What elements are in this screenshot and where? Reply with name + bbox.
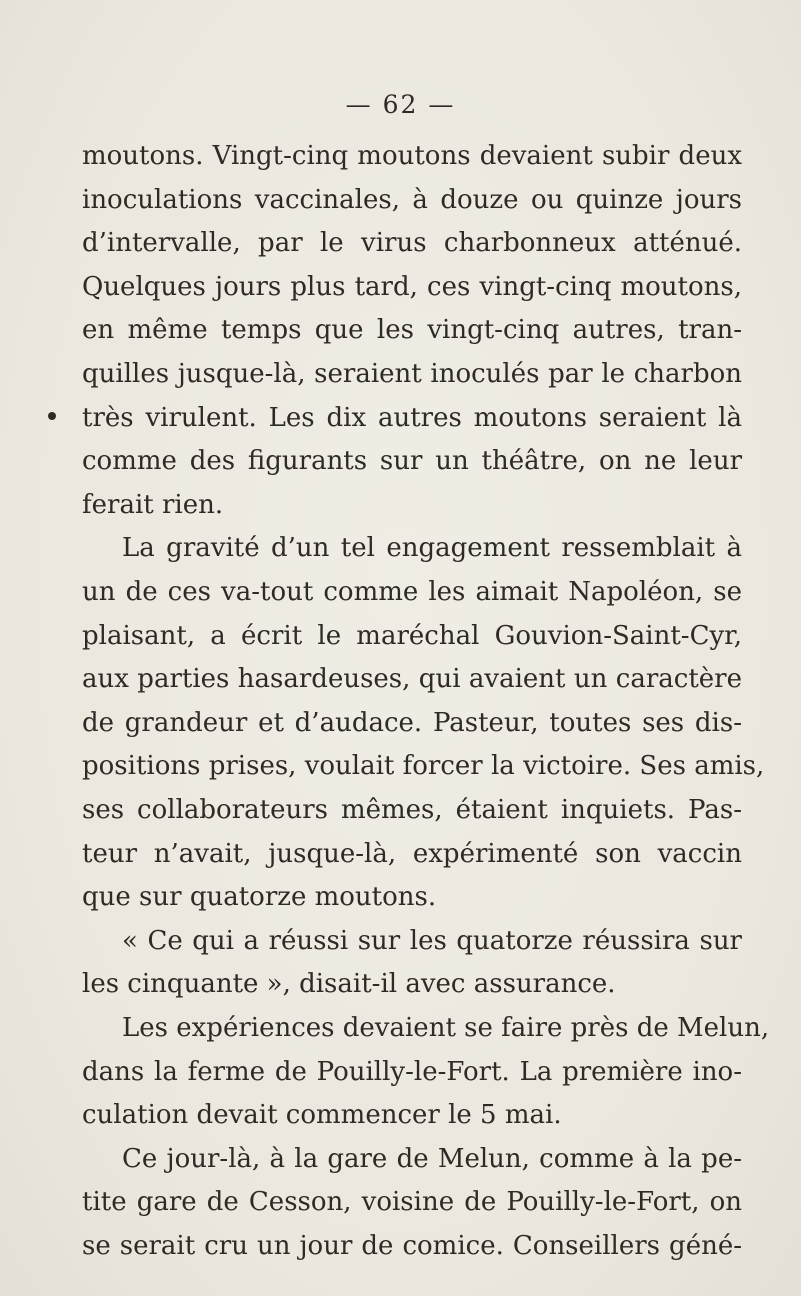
text-line: « Ce qui a réussi sur les quatorze réussira sur <box>122 925 742 956</box>
text-line: La gravité d’un tel engagement ressemblait à <box>122 533 742 564</box>
page-number: — 62 — <box>345 90 456 119</box>
text-line: aux parties hasardeuses, qui avaient un caractère <box>82 664 742 695</box>
text-line: tite gare de Cesson, voisine de Pouilly-le-Fort, on <box>82 1187 742 1218</box>
text-line: Quelques jours plus tard, ces vingt-cinq moutons, <box>82 271 742 302</box>
text-line: moutons. Vingt-cinq moutons devaient subir deux <box>82 141 742 171</box>
text-line: très virulent. Les dix autres moutons seraient là <box>82 402 742 433</box>
text-line: culation devait commencer le 5 mai. <box>82 1100 562 1131</box>
text-line: que sur quatorze moutons. <box>82 882 437 913</box>
text-line: comme des figurants sur un théâtre, on ne leur <box>82 446 742 477</box>
text-line: de grandeur et d’audace. Pasteur, toutes ses dis- <box>82 707 742 738</box>
text-line: dans la ferme de Pouilly-le-Fort. La première ino- <box>82 1056 742 1087</box>
text-line: ferait rien. <box>82 489 224 520</box>
text-line: Ce jour-là, à la gare de Melun, comme à la pe- <box>122 1143 742 1174</box>
text-line: teur n’avait, jusque-là, expérimenté son vaccin <box>82 838 742 869</box>
text-line: plaisant, a écrit le maréchal Gouvion-Saint-Cyr, <box>82 620 742 651</box>
text-line: quilles jusque-là, seraient inoculés par le charbon <box>82 359 742 389</box>
text-line: les cinquante », disait-il avec assurance. <box>82 969 616 1000</box>
text-line: positions prises, voulait forcer la victoire. Ses amis, <box>82 751 765 782</box>
text-line: un de ces va-tout comme les aimait Napoléon, se <box>82 577 742 607</box>
text-line: inoculations vaccinales, à douze ou quinze jours <box>82 184 742 215</box>
text-line: se serait cru un jour de comice. Conseillers géné- <box>82 1231 742 1261</box>
text-line: Les expériences devaient se faire près de Melun, <box>122 1013 770 1043</box>
margin-mark <box>48 412 56 420</box>
text-line: ses collaborateurs mêmes, étaient inquiets. Pas- <box>82 795 742 825</box>
text-line: en même temps que les vingt-cinq autres, tran- <box>82 315 742 346</box>
text-line: d’intervalle, par le virus charbonneux atténué. <box>82 228 742 259</box>
